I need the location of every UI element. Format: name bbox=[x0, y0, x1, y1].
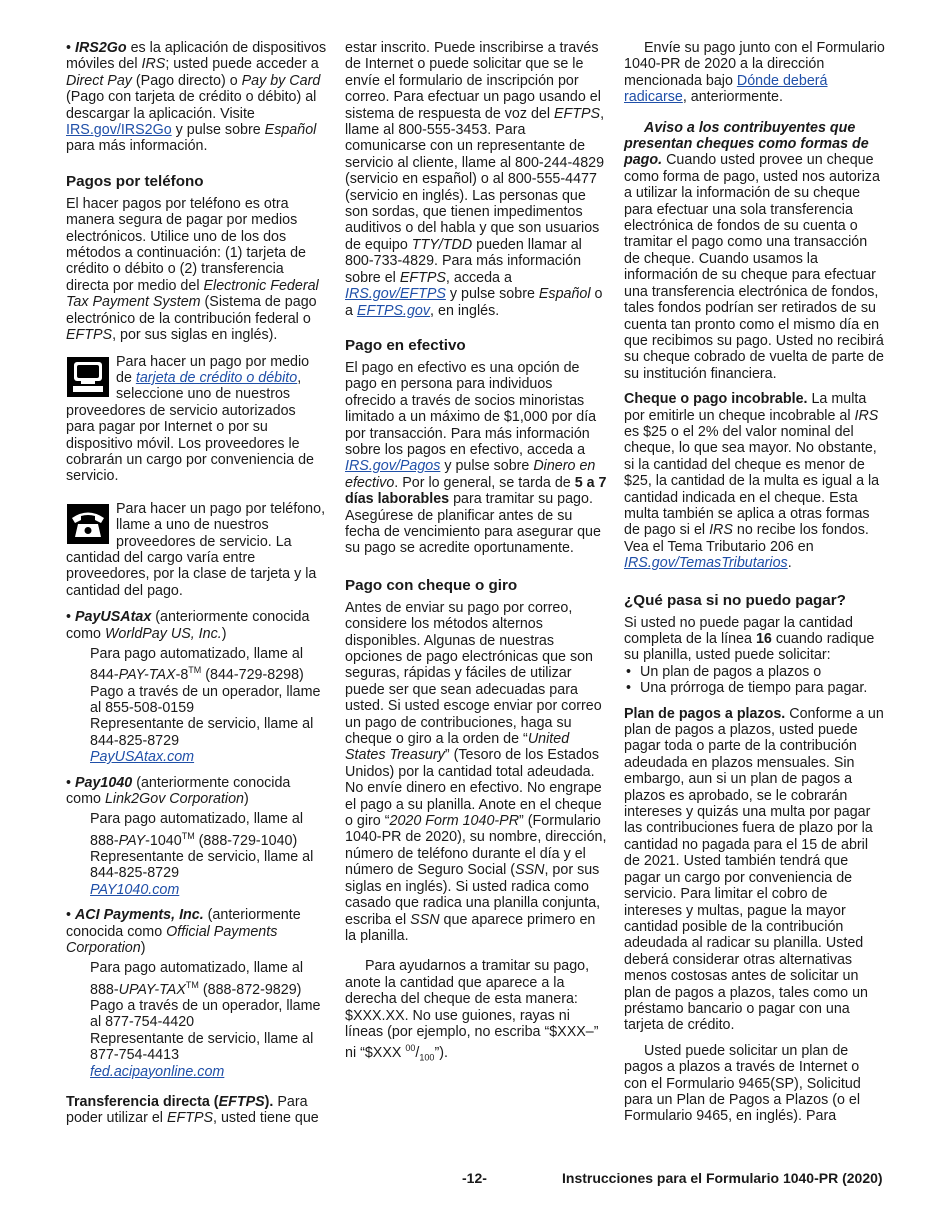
cash-heading: Pago en efectivo bbox=[345, 336, 466, 354]
list-item: • Un plan de pagos a plazos o bbox=[624, 664, 886, 680]
phone-payments-paragraph: El hacer pagos por teléfono es otra manera segura de pagar por medios electrónicos. Utilice uno de los dos métodos a continuación: (1) tarjeta de crédito o débito o (2) transferencia directa por medio del Electronic Federal Tax Payment System (Sistema de pago electrónico de la contribución federal o EFTPS, por sus siglas en inglés). bbox=[66, 195, 319, 344]
check-heading: Pago con cheque o giro bbox=[345, 576, 518, 594]
eftps-gov-link[interactable]: EFTPS.gov bbox=[356, 302, 431, 319]
aci-details: Para pago automatizado, llame al 888-UPAY-TAX™ (888-872-9829) Pago a través de un operador, llame al 877-754-4420 Representante de servicio, llame al 877-754-4413 fed.acipayonline.com bbox=[90, 960, 321, 1080]
page-number: -12- bbox=[462, 1170, 487, 1186]
payusatax-details: Para pago automatizado, llame al 844-PAY-TAX-8™ (844-729-8298) Pago a través de un operador, llame al 855-508-0159 Representante de servicio, llame al 844-825-8729 PayUSAtax.com bbox=[90, 646, 321, 766]
check-notice-paragraph: Aviso a los contribuyentes que presentan cheques como formas de pago. Cuando usted provee un cheque como forma de pago, usted nos autoriza a utilizar la información de su cheque para efectuar una sola transferencia electrónica de fondos de su cuenta o tramitar el pago como una transacción de cheque. Cuando usamos la información de su cheque para efectuar una transferencia electrónica de fondos, tales fondos podrían ser retirados de su cuenta tan pronto como el mismo día en que recibimos su pago. Usted no recibirá su cheque cobrado de vuelta de parte de su institución financiera. bbox=[624, 119, 884, 382]
bounced-check-paragraph: Cheque o pago incobrable. La multa por emitirle un cheque incobrable al IRS es $25 o el 2% del valor nominal del cheque, lo que sea mayor. No obstante, si la cantidad del cheque es menor de $25, la cantidad de la multa es igual a la cantidad indicada en el cheque. Esta multa también se aplica a otras formas de pago si el IRS no recibe los fondos. Vea el Tema Tributario 206 en IRS.gov/TemasTributarios. bbox=[624, 391, 880, 572]
pay1040-details: Para pago automatizado, llame al 888-PAY-1040™ (888-729-1040) Representante de servicio, llame al 844-825-8729 PAY1040.com bbox=[90, 811, 314, 898]
aci-link[interactable]: fed.acipayonline.com bbox=[90, 1063, 225, 1080]
column-2 bbox=[345, 40, 607, 1075]
column-3 bbox=[624, 40, 886, 1134]
computer-note: Para hacer un pago por medio de tarjeta de crédito o débito, seleccione uno de nuestros proveedores de servicio autorizados para pagar por Internet o por su dispositivo móvil. Los proveedores le cobrarán un cargo por conveniencia de servicio. bbox=[66, 353, 314, 485]
cant-pay-options-list bbox=[624, 664, 886, 697]
cant-pay-heading: ¿Qué pasa si no puedo pagar? bbox=[624, 591, 846, 609]
payusatax-entry: • PayUSAtax (anteriormente conocida como WorldPay US, Inc.) bbox=[66, 609, 310, 642]
eftps-paragraph: Transferencia directa (EFTPS). Para poder utilizar el EFTPS, usted tiene que bbox=[66, 1094, 319, 1127]
computer-icon bbox=[66, 356, 110, 398]
where-to-file-link[interactable]: Dónde deberá radicarse bbox=[624, 72, 828, 106]
request-plan-paragraph: Usted puede solicitar un plan de pagos a plazos a través de Internet o con el Formulario 9465(SP), Solicitud para un Plan de Pagos a Plazos (o el Formulario 9465, en inglés). Para bbox=[624, 1042, 861, 1125]
cant-pay-paragraph: Si usted no puede pagar la cantidad completa de la línea 16 cuando radique su planilla, usted puede solicitar: bbox=[624, 614, 875, 664]
tax-topics-link[interactable]: IRS.gov/TemasTributarios bbox=[624, 555, 788, 572]
list-item: • Una prórroga de tiempo para pagar. bbox=[624, 680, 886, 696]
telephone-icon bbox=[66, 503, 110, 545]
footer-title: Instrucciones para el Formulario 1040-PR (2020) bbox=[562, 1170, 883, 1186]
column-1 bbox=[66, 40, 328, 1136]
credit-debit-card-link[interactable]: tarjeta de crédito o débito bbox=[135, 369, 298, 386]
installment-plan-paragraph: Plan de pagos a plazos. Conforme a un plan de pagos a plazos, usted puede pagar toda o parte de la contribución adeudada en plazos mensuales. Sin embargo, aun si un plan de pagos a plazos es aprobado, se le cobrarán intereses y quizás una multa por pagar las contribuciones fuera de plazo por la cantidad no pagada para el 15 de abril de 2021. Usted también tendrá que pagar un cargo por conveniencia de servicio. Para limitar el cobro de intereses y multas, pague la mayor cantidad posible de la contribución adeudada al radicar su planilla. Usted deberá considerar otras alternativas menos costosas antes de solicitar un plan de pagos a plazos, tales como un préstamo bancario o pagar con una tarjeta de crédito. bbox=[624, 705, 884, 1034]
eftps-continued-paragraph: estar inscrito. Puede inscribirse a través de Internet o puede solicitar que se le envíe el formulario de inscripción por correo. Para efectuar un pago usando el sistema de respuesta de voz del EFTPS, llame al 800-555-3453. Para comunicarse con un representante de servicio al cliente, llame al 800-244-4829 (servicio en español) o al 800-555-4477 (servicio en inglés). Las personas que son sordas, que tienen impedimentos auditivos o del habla y que son usuarios de equipo TTY/TDD pueden llamar al 800-733-4829. Para más información sobre el EFTPS, acceda a IRS.gov/EFTPS y pulse sobre Español o a EFTPS.gov, en inglés. bbox=[345, 40, 605, 319]
aci-entry: • ACI Payments, Inc. (anteriormente conocida como Official Payments Corporation) bbox=[66, 907, 301, 957]
cash-paragraph: El pago en efectivo es una opción de pago en persona para individuos ofrecido a través de socios minoristas limitado a un máximo de $1,000 por día por transacción. Para más información sobre los pagos en efectivo, acceda a IRS.gov/Pagos y pulse sobre Dinero en efectivo. Por lo general, se tarda de 5 a 7 días laborables para tramitar su pago. Asegúrese de planificar antes de su fecha de vencimiento para asegurar que su pago se acredite oportunamente. bbox=[345, 359, 607, 557]
irs2go-link[interactable]: IRS.gov/IRS2Go bbox=[66, 122, 172, 139]
irs2go-paragraph: • IRS2Go es la aplicación de dispositivos móviles del IRS; usted puede acceder a Direct Pay (Pago directo) o Pay by Card (Pago con tarjeta de crédito o débito) al descargar la aplicación. Visite IRS.gov/IRS2Go y pulse sobre Español para más información. bbox=[66, 40, 327, 155]
phone-payments-heading: Pagos por teléfono bbox=[66, 172, 204, 190]
irs-eftps-link[interactable]: IRS.gov/EFTPS bbox=[345, 286, 446, 303]
payusatax-link[interactable]: PayUSAtax.com bbox=[90, 749, 195, 766]
send-payment-paragraph: Envíe su pago junto con el Formulario 1040-PR de 2020 a la dirección mencionada bajo Dónde deberá radicarse, anteriormente. bbox=[624, 40, 885, 106]
check-paragraph: Antes de enviar su pago por correo, considere los métodos alternos disponibles. Algunas de nuestras opciones de pago electrónicas que son seguras, rápidas y fáciles de utilizar puede ser que sean adecuadas para usted. Si usted escoge enviar por correo un pago de contribuciones, haga su cheque o giro a la orden de “United States Treasury” (Tesoro de los Estados Unidos) por la cantidad total adeudada. No envíe dinero en efectivo. No engrape el pago a su planilla. Anote en el cheque o giro “2020 Form 1040-PR” (Formulario 1040-PR de 2020), su nombre, dirección, número de teléfono durante el día y el número de Seguro Social (SSN, por sus siglas en inglés). Si usted radica como casado que radica una planilla conjunta, escriba el SSN que aparece primero en la planilla. bbox=[345, 599, 607, 944]
pay1040-entry: • Pay1040 (anteriormente conocida como Link2Gov Corporation) bbox=[66, 774, 291, 808]
telephone-note: Para hacer un pago por teléfono, llame a uno de nuestros proveedores de servicio. La cantidad del cargo varía entre proveedores, por la clase de tarjeta y la cantidad del pago. bbox=[66, 500, 326, 599]
pay1040-link[interactable]: PAY1040.com bbox=[90, 881, 180, 898]
amount-format-paragraph: Para ayudarnos a tramitar su pago, anote la cantidad que aparece a la derecha del cheque de esta manera: $XXX.XX. No use guiones, rayas ni líneas (por ejemplo, no escriba “$XXX–” ni “$XXX $^{00}/_{100}$”). bbox=[345, 958, 599, 1063]
irs-pagos-link[interactable]: IRS.gov/Pagos bbox=[345, 458, 441, 475]
